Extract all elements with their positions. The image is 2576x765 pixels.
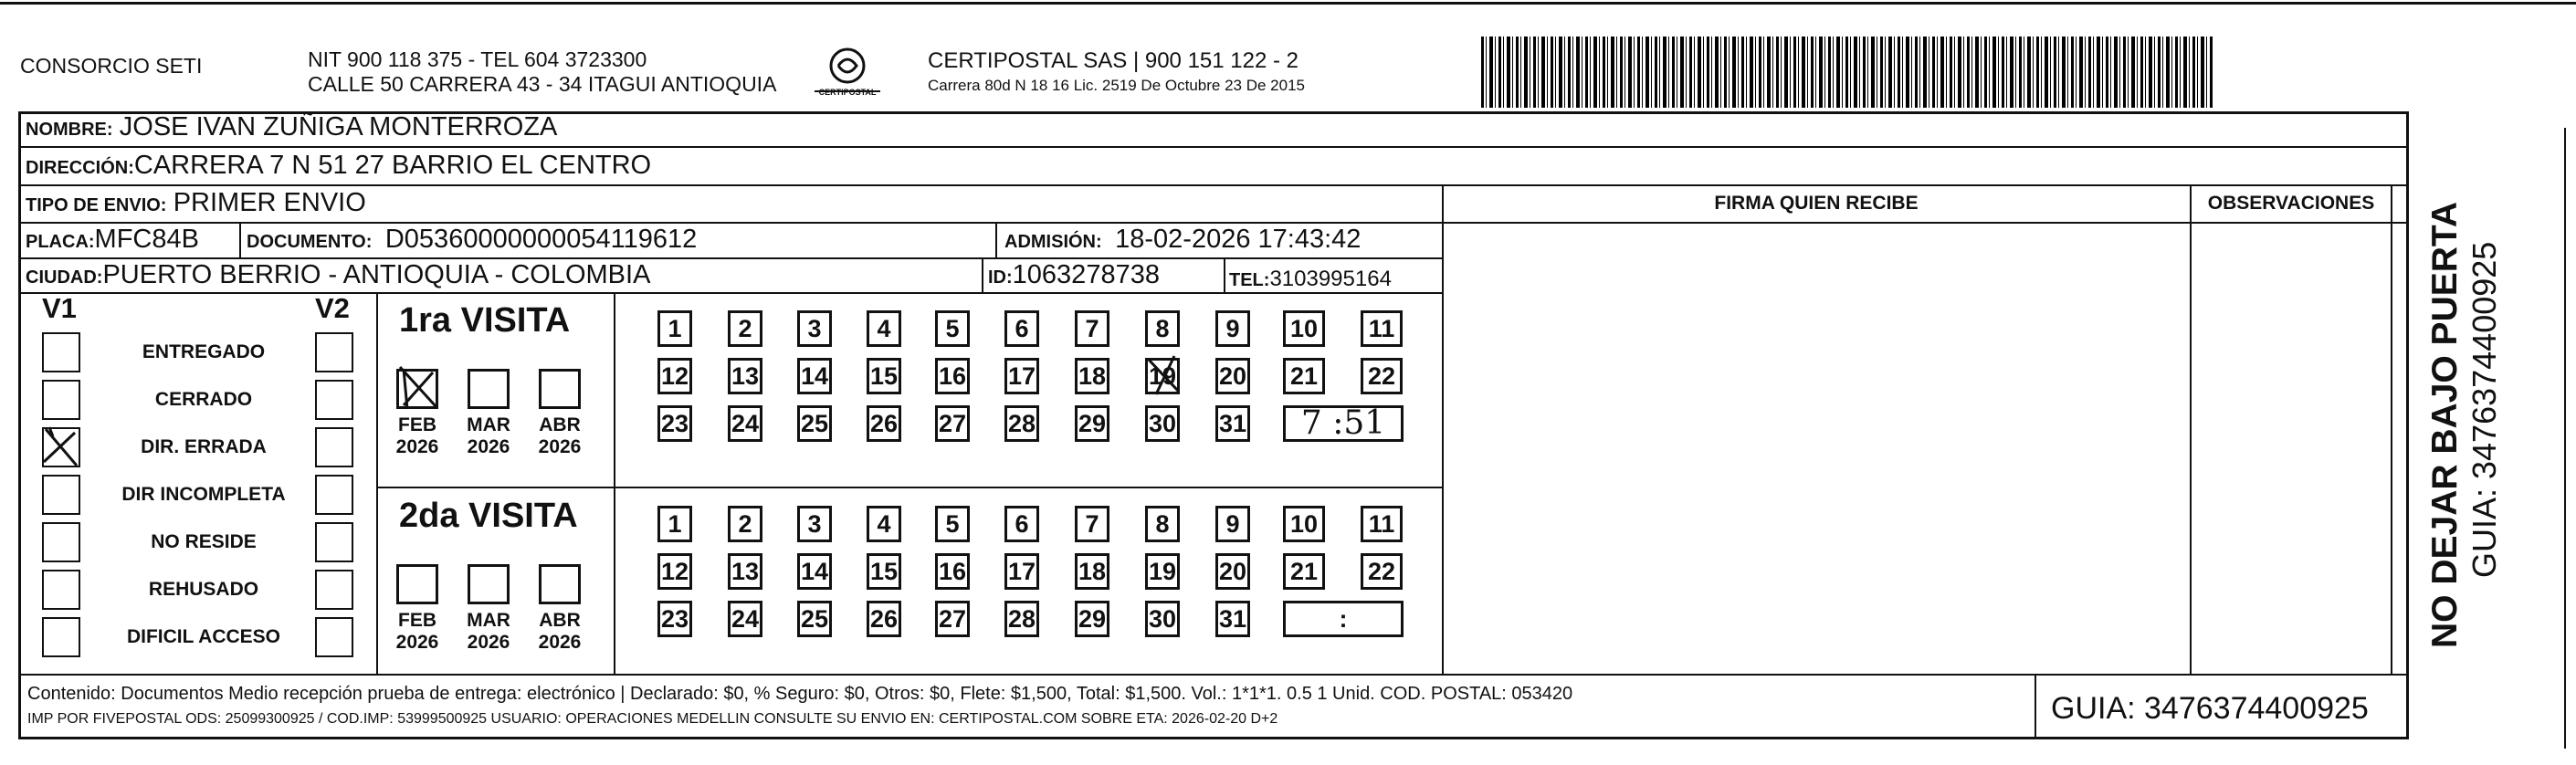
day-box[interactable]: 8 [1145,310,1180,347]
day-mark [1143,354,1180,394]
day-box[interactable]: 22 [1361,553,1403,590]
day-box[interactable]: 17 [1004,358,1039,394]
tipo-envio-value: PRIMER ENVIO [173,188,366,217]
day-box[interactable]: 11 [1361,310,1403,347]
day-box[interactable]: 7 [1075,506,1109,542]
day-box[interactable]: 19 [1145,358,1180,394]
v1-checkbox[interactable] [42,570,80,610]
top-border [0,2,2576,5]
day-box[interactable]: 20 [1215,358,1250,394]
status-option-label: DIR. ERRADA [141,436,267,457]
contenido-line: Contenido: Documentos Medio recepción prueba de entrega: electrónico | Declarado: $0, % Seguro: $0, Otros: $0, Flete: $1,500, Total: $1,500. Vol.: 1*1*1. 0.5 1 Unid. COD. POSTAL: 053420 [27,684,1573,704]
day-box[interactable]: 30 [1145,601,1180,637]
v2-label: V2 [315,292,350,324]
day-box[interactable]: 8 [1145,506,1180,542]
day-box[interactable]: 26 [867,601,901,637]
day-box[interactable]: 4 [867,310,901,347]
company-name: CONSORCIO SETI [20,54,203,78]
nit-line: NIT 900 118 375 - TEL 604 3723300 [308,47,647,71]
time-box[interactable]: : [1283,601,1404,637]
day-box[interactable]: 24 [728,405,762,442]
day-box[interactable]: 20 [1215,553,1250,590]
day-box[interactable]: 10 [1283,310,1325,347]
day-box[interactable]: 11 [1361,506,1403,542]
status-option-label: REHUSADO [148,579,259,600]
tipo-envio-row: TIPO DE ENVIO: PRIMER ENVIO [26,188,366,217]
day-box[interactable]: 24 [728,601,762,637]
nombre-row: NOMBRE: JOSE IVAN ZUÑIGA MONTERROZA [26,112,558,141]
observaciones-header: OBSERVACIONES [2207,193,2375,214]
day-box[interactable]: 17 [1004,553,1039,590]
day-box[interactable]: 5 [935,310,970,347]
ciudad-value: PUERTO BERRIO - ANTIOQUIA - COLOMBIA [102,260,651,289]
day-box[interactable]: 23 [657,601,692,637]
day-box[interactable]: 23 [657,405,692,442]
direccion-row: DIRECCIÓN:CARRERA 7 N 51 27 BARRIO EL CENTRO [26,151,652,180]
guia-footer: GUIA: 3476374400925 [2051,691,2369,726]
month-label: MAR 2026 [467,610,510,653]
v1-checkbox[interactable] [42,617,80,657]
day-box[interactable]: 28 [1004,601,1039,637]
day-box[interactable]: 31 [1215,601,1250,637]
v2-checkbox[interactable] [315,617,353,657]
direccion-value: CARRERA 7 N 51 27 BARRIO EL CENTRO [133,151,652,180]
day-box[interactable]: 25 [797,601,832,637]
day-box[interactable]: 21 [1283,358,1325,394]
day-box[interactable]: 16 [935,553,970,590]
day-box[interactable]: 18 [1075,553,1109,590]
ciudad-cell: CIUDAD:PUERTO BERRIO - ANTIOQUIA - COLOMBIA [26,260,651,289]
tel-cell: TEL:3103995164 [1229,267,1392,291]
visit-title: 1ra VISITA [399,301,571,340]
right-edge-line [2564,128,2566,749]
v1-checkbox[interactable] [42,522,80,562]
admision-value: 18-02-2026 17:43:42 [1115,225,1362,254]
v2-checkbox[interactable] [315,332,353,372]
id-cell: ID:1063278738 [988,260,1160,289]
day-box[interactable]: 1 [657,310,692,347]
v1-label: V1 [42,292,77,324]
month-checkbox[interactable] [468,369,510,409]
day-box[interactable]: 27 [935,601,970,637]
day-box[interactable]: 13 [728,358,762,394]
day-box[interactable]: 9 [1215,310,1250,347]
v2-checkbox[interactable] [315,522,353,562]
day-box[interactable]: 7 [1075,310,1109,347]
v1-checkbox[interactable] [42,475,80,515]
day-box[interactable]: 3 [797,506,832,542]
day-box[interactable]: 25 [797,405,832,442]
day-box[interactable]: 5 [935,506,970,542]
month-checkbox[interactable] [396,564,438,604]
month-checkbox[interactable] [539,369,581,409]
day-box[interactable]: 31 [1215,405,1250,442]
documento-value: D05360000000054119612 [384,225,698,254]
day-box[interactable]: 19 [1145,553,1180,590]
day-box[interactable]: 22 [1361,358,1403,394]
tel-value: 3103995164 [1269,267,1392,291]
day-box[interactable]: 16 [935,358,970,394]
month-checkbox[interactable] [396,369,438,409]
day-box[interactable]: 18 [1075,358,1109,394]
v2-checkbox[interactable] [315,475,353,515]
day-box[interactable]: 2 [728,506,762,542]
day-box[interactable]: 28 [1004,405,1039,442]
month-checkbox[interactable] [468,564,510,604]
v1-checkbox[interactable] [42,332,80,372]
v1-checkbox[interactable] [42,427,80,467]
day-box[interactable]: 12 [657,553,692,590]
documento-cell: DOCUMENTO: D05360000000054119612 [247,225,698,254]
no-dejar-bajo-puerta: NO DEJAR BAJO PUERTA [2425,201,2465,648]
status-option-label: DIR INCOMPLETA [121,484,286,505]
barcode [1481,37,2214,108]
address-line: CALLE 50 CARRERA 43 - 34 ITAGUI ANTIOQUIA [308,72,777,96]
v2-checkbox[interactable] [315,380,353,420]
month-checkbox[interactable] [539,564,581,604]
month-label: FEB 2026 [395,610,439,653]
day-box[interactable]: 1 [657,506,692,542]
license-line: Carrera 80d N 18 16 Lic. 2519 De Octubre 23 De 2015 [928,77,1305,94]
day-box[interactable]: 6 [1004,506,1039,542]
day-box[interactable]: 21 [1283,553,1325,590]
day-box[interactable]: 12 [657,358,692,394]
day-box[interactable]: 29 [1075,405,1109,442]
month-label: FEB 2026 [395,414,439,457]
v2-checkbox[interactable] [315,427,353,467]
placa-value: MFC84B [94,225,199,254]
day-box[interactable]: 2 [728,310,762,347]
day-box[interactable]: 30 [1145,405,1180,442]
day-box[interactable]: 13 [728,553,762,590]
time-box[interactable]: 7 :51 [1283,405,1404,442]
day-box[interactable]: 15 [867,553,901,590]
day-box[interactable]: 26 [867,405,901,442]
admision-cell: ADMISIÓN: 18-02-2026 17:43:42 [1004,225,1362,254]
certipostal-logo-icon: CERTIPOSTAL [811,46,884,102]
month-label: MAR 2026 [467,414,510,457]
id-value: 1063278738 [1012,260,1160,289]
month-label: ABR 2026 [538,414,582,457]
day-box[interactable]: 14 [797,553,832,590]
day-box[interactable]: 27 [935,405,970,442]
certipostal-line: CERTIPOSTAL SAS | 900 151 122 - 2 [928,48,1299,73]
day-box[interactable]: 14 [797,358,832,394]
day-box[interactable]: 4 [867,506,901,542]
visit-title: 2da VISITA [399,497,578,535]
imp-line: IMP POR FIVEPOSTAL ODS: 25099300925 / COD.IMP: 53999500925 USUARIO: OPERACIONES MEDELLIN CONSULTE SU ENVIO EN: CERTIPOSTAL.COM SOBRE ETA: 2026-02-20 D+2 [27,711,1278,727]
guia-vertical: GUIA: 3476374400925 [2466,241,2503,578]
v2-checkbox[interactable] [315,570,353,610]
status-option-label: DIFICIL ACCESO [126,626,280,647]
day-box[interactable]: 15 [867,358,901,394]
status-option-label: ENTREGADO [142,341,266,362]
day-box[interactable]: 10 [1283,506,1325,542]
day-box[interactable]: 3 [797,310,832,347]
nombre-value: JOSE IVAN ZUÑIGA MONTERROZA [119,112,558,141]
firma-header: FIRMA QUIEN RECIBE [1714,193,1919,214]
status-option-label: CERRADO [154,389,253,410]
v1-checkbox[interactable] [42,380,80,420]
day-box[interactable]: 6 [1004,310,1039,347]
placa-cell: PLACA:MFC84B [26,225,199,254]
day-box[interactable]: 29 [1075,601,1109,637]
day-box[interactable]: 9 [1215,506,1250,542]
status-option-label: NO RESIDE [151,531,257,552]
month-label: ABR 2026 [538,610,582,653]
